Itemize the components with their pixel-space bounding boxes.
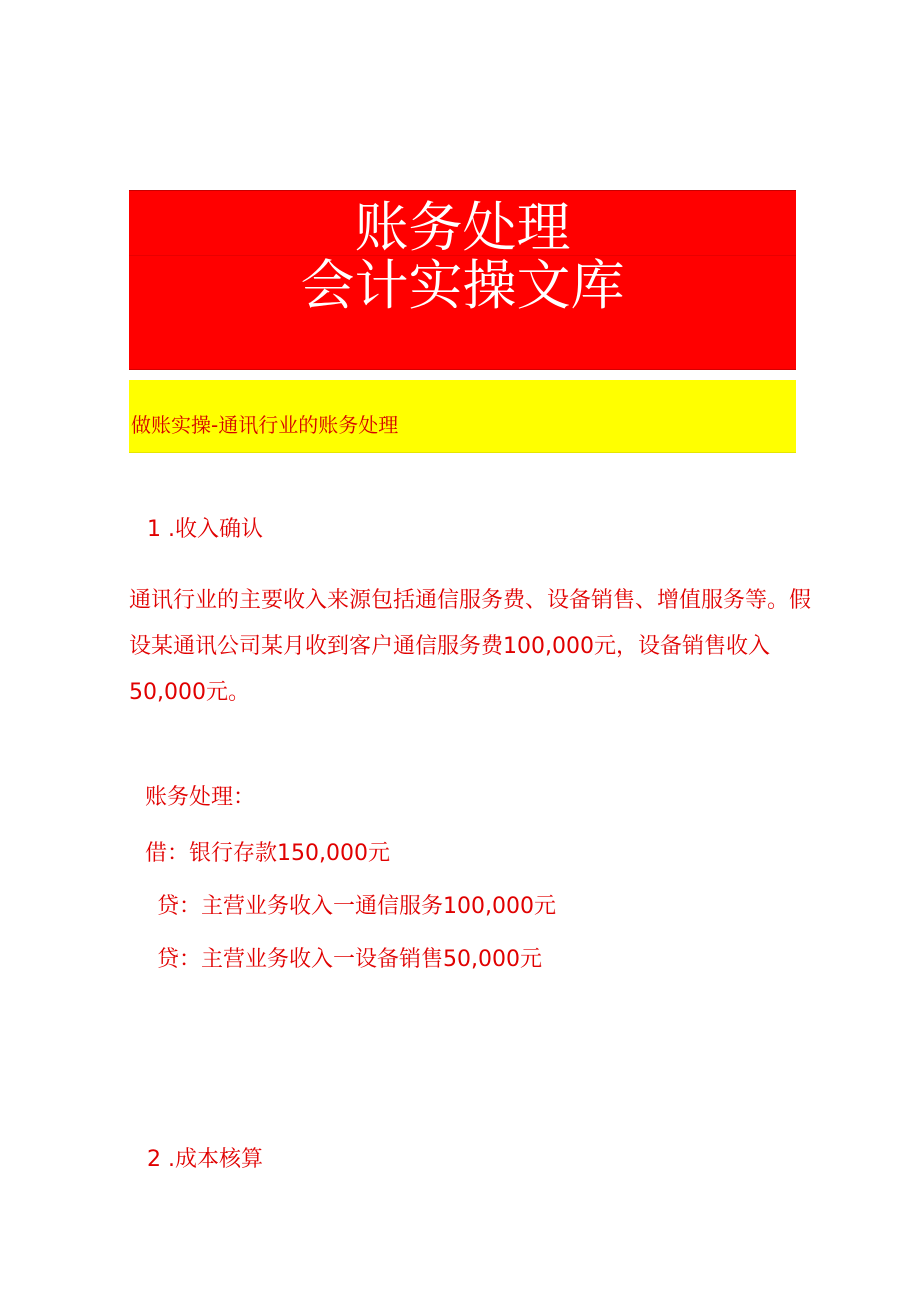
section1-paragraph-line2: 设某通讯公司某月收到客户通信服务费100,000元，设备销售收入 <box>129 634 770 659</box>
banner-title-line1: 账务处理 <box>354 196 571 259</box>
title-banner <box>129 190 796 370</box>
subtitle-text: 做账实操-通讯行业的账务处理 <box>131 413 399 437</box>
section1-paragraph-line1: 通讯行业的主要收入来源包括通信服务费、设备销售、增值服务等。假 <box>129 588 812 613</box>
journal-entry-debit: 借：银行存款150,000元 <box>145 841 390 866</box>
section2-heading: 2 .成本核算 <box>147 1147 263 1172</box>
subtitle-bar <box>129 380 796 453</box>
section1-heading: 1 .收入确认 <box>147 517 263 542</box>
banner-title-line2: 会计实操文库 <box>300 254 625 317</box>
entry-label: 账务处理： <box>145 785 256 810</box>
journal-entry-credit-1: 贷：主营业务收入一通信服务100,000元 <box>157 894 556 919</box>
journal-entry-credit-2: 贷：主营业务收入一设备销售50,000元 <box>157 947 542 972</box>
section1-paragraph-line3: 50,000元。 <box>129 680 250 705</box>
